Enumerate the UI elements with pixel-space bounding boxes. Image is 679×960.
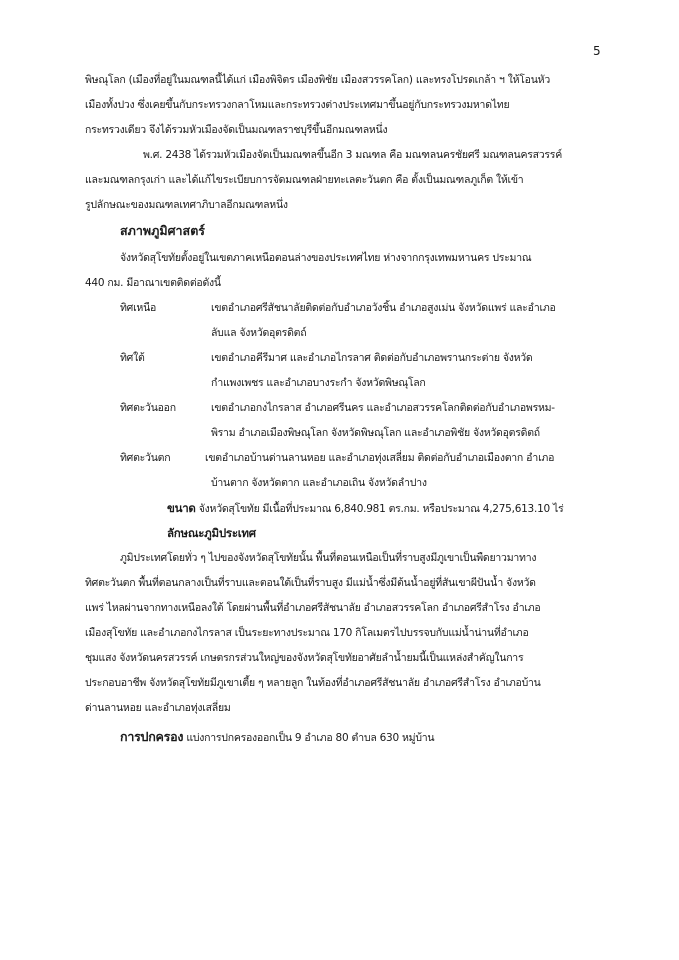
page-number: 5 — [593, 44, 601, 58]
border-text-west-1: เขตอำเภอบ้านด่านลานหอย และอำเภอทุ่งเสลี่ยม ติดต่อกับอำเภอเมืองตาก อำเภอ — [205, 452, 555, 464]
border-text-south-1: เขตอำเภอคีรีมาศ และอำเภอไกรลาศ ติดต่อกับอำเภอพรานกระต่าย จังหวัด — [211, 352, 533, 364]
border-label-east: ทิศตะวันออก — [120, 402, 176, 414]
terrain-heading: ลักษณะภูมิประเทศ — [167, 526, 256, 540]
geo-heading: สภาพภูมิศาสตร์ — [120, 223, 206, 238]
terrain-line-7: ด่านลานหอย และอำเภอทุ่งเสลี่ยม — [85, 702, 231, 714]
terrain-line-5: ชุมแสง จังหวัดนครสวรรค์ เกษตรกรส่วนใหญ่ของจังหวัดสุโขทัยอาศัยลำน้ำยมนี้เป็นแหล่งสำคัญในการ — [85, 652, 524, 664]
intro-line-3: กระทรวงเดียว จึงได้รวมหัวเมืองจัดเป็นมณฑลราชบุรีขึ้นอีกมณฑลหนึ่ง — [85, 124, 388, 136]
border-label-west: ทิศตะวันตก — [120, 452, 171, 464]
border-text-north-2: ลับแล จังหวัดอุตรดิตถ์ — [211, 327, 307, 339]
size-label: ขนาด — [167, 501, 196, 515]
terrain-line-6: ประกอบอาชีพ จังหวัดสุโขทัยมีภูเขาเตี้ย ๆ หลายลูก ในท้องที่อำเภอศรีสัชนาลัย อำเภอศรีสำโรง อำเภอบ้าน — [85, 677, 541, 689]
border-text-east-2: พิราม อำเภอเมืองพิษณุโลก จังหวัดพิษณุโลก และอำเภอพิชัย จังหวัดอุตรดิตถ์ — [211, 427, 540, 439]
border-text-south-2: กำแพงเพชร และอำเภอบางระกำ จังหวัดพิษณุโลก — [211, 377, 426, 389]
border-label-north: ทิศเหนือ — [120, 302, 157, 314]
admin-line — [120, 730, 434, 745]
border-label-south: ทิศใต้ — [120, 352, 145, 364]
geo-intro-line-1: จังหวัดสุโขทัยตั้งอยู่ในเขตภาคเหนือตอนล่างของประเทศไทย ห่างจากกรุงเทพมหานคร ประมาณ — [120, 252, 532, 264]
terrain-line-3: แพร่ ไหลผ่านจากทางเหนือลงใต้ โดยผ่านพื้นที่อำเภอศรีสัชนาลัย อำเภอสวรรคโลก อำเภอศรีสำโรง อำเภอ — [85, 602, 541, 614]
size-text: จังหวัดสุโขทัย มีเนื้อที่ประมาณ 6,840.981 ตร.กม. หรือประมาณ 4,275,613.10 ไร่ — [198, 503, 564, 515]
geo-intro-line-2: 440 กม. มีอาณาเขตติดต่อดังนี้ — [85, 277, 221, 289]
terrain-line-1: ภูมิประเทศโดยทั่ว ๆ ไปของจังหวัดสุโขทัยนั้น พื้นที่ตอนเหนือเป็นที่ราบสูงมีภูเขาเป็นพืดยาวมาทาง — [120, 552, 537, 564]
terrain-line-2: ทิศตะวันตก พื้นที่ตอนกลางเป็นที่ราบและตอนใต้เป็นที่ราบสูง มีแม่น้ำซึ่งมีต้นน้ำอยู่ที่สันเขาผีปันน้ำ จังหวัด — [85, 577, 536, 589]
border-text-west-2: บ้านตาก จังหวัดตาก และอำเภอเถิน จังหวัดลำปาง — [211, 477, 427, 489]
terrain-line-4: เมืองสุโขทัย และอำเภอกงไกรลาส เป็นระยะทางประมาณ 170 กิโลเมตรไปบรรจบกับแม่น้ำน่านที่อำเภอ — [85, 627, 529, 639]
intro-line-1: พิษณุโลก (เมืองที่อยู่ในมณฑลนี้ได้แก่ เมืองพิจิตร เมืองพิชัย เมืองสวรรคโลก) และทรงโปรดเกล้า ฯ ให้โอนหัว — [85, 74, 550, 86]
admin-text: แบ่งการปกครองออกเป็น 9 อำเภอ 80 ตำบล 630 หมู่บ้าน — [186, 732, 435, 744]
intro-line-6: รูปลักษณะของมณฑลเทศาภิบาลอีกมณฑลหนึ่ง — [85, 199, 288, 211]
intro-line-2: เมืองทั้งปวง ซึ่งเคยขึ้นกับกระทรวงกลาโหมและกระทรวงต่างประเทศมาขึ้นอยู่กับกระทรวงมหาดไทย — [85, 99, 510, 111]
intro-line-5: และมณฑลกรุงเก่า และได้แก้ไขระเบียบการจัดมณฑลฝ่ายทะเลตะวันตก คือ ตั้งเป็นมณฑลภูเก็ต ให้เข้า — [85, 174, 524, 186]
intro-line-4: พ.ศ. 2438 ได้รวมหัวเมืองจัดเป็นมณฑลขึ้นอีก 3 มณฑล คือ มณฑลนครชัยศรี มณฑลนครสวรรค์ — [143, 149, 562, 161]
size-line — [167, 501, 563, 516]
admin-label: การปกครอง — [120, 729, 184, 744]
border-text-north-1: เขตอำเภอศรีสัชนาลัยติดต่อกับอำเภอวังชิ้น อำเภอสูงเม่น จังหวัดแพร่ และอำเภอ — [211, 302, 556, 314]
border-text-east-1: เขตอำเภอกงไกรลาส อำเภอศรีนคร และอำเภอสวรรคโลกติดต่อกับอำเภอพรหม- — [211, 402, 555, 414]
